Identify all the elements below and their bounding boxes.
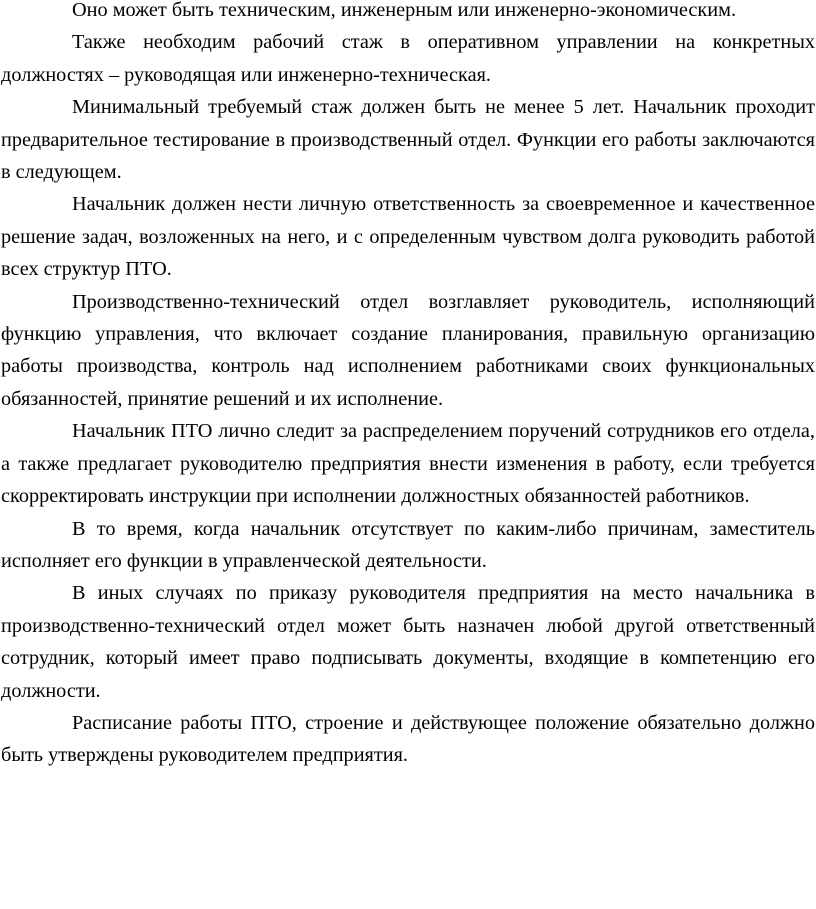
paragraph-9: Расписание работы ПТО, строение и действующее положение обязательно должно быть утверждены руководителем предприятия. xyxy=(1,711,815,767)
paragraph-5: Производственно-технический отдел возглавляет руководитель, исполняющий функцию управления, что включает создание планирования, правильную организацию работы производства, контроль над исполнением работниками своих функциональных обязанностей, принятие решений и их исполнение. xyxy=(1,290,815,410)
paragraph-7: В то время, когда начальник отсутствует по каким-либо причинам, заместитель исполняет его функции в управленческой деятельности. xyxy=(1,517,815,572)
paragraph-4: Начальник должен нести личную ответственность за своевременное и качественное решение задач, возложенных на него, и с определенным чувством долга руководить работой всех структур ПТО. xyxy=(1,193,815,281)
paragraph-2: Также необходим рабочий стаж в оперативном управлении на конкретных должностях – руководящая или инженерно-техническая. xyxy=(1,31,815,86)
paragraph-3: Минимальный требуемый стаж должен быть не менее 5 лет. Начальник проходит предварительное тестирование в производственный отдел. Функции его работы заключаются в следующем. xyxy=(1,96,815,184)
paragraph-6: Начальник ПТО лично следит за распределением поручений сотрудников его отдела, а также предлагает руководителю предприятия внести изменения в работу, если требуется скорректировать инструкции при исполнении должностных обязанностей работников. xyxy=(1,420,815,508)
paragraph-1: Оно может быть техническим, инженерным или инженерно-экономическим. xyxy=(72,0,737,21)
paragraph-8: В иных случаях по приказу руководителя предприятия на место начальника в производственно-технический отдел может быть назначен любой другой ответственный сотрудник, который имеет право подписывать документы, входящие в компетенцию его должности. xyxy=(1,582,815,702)
